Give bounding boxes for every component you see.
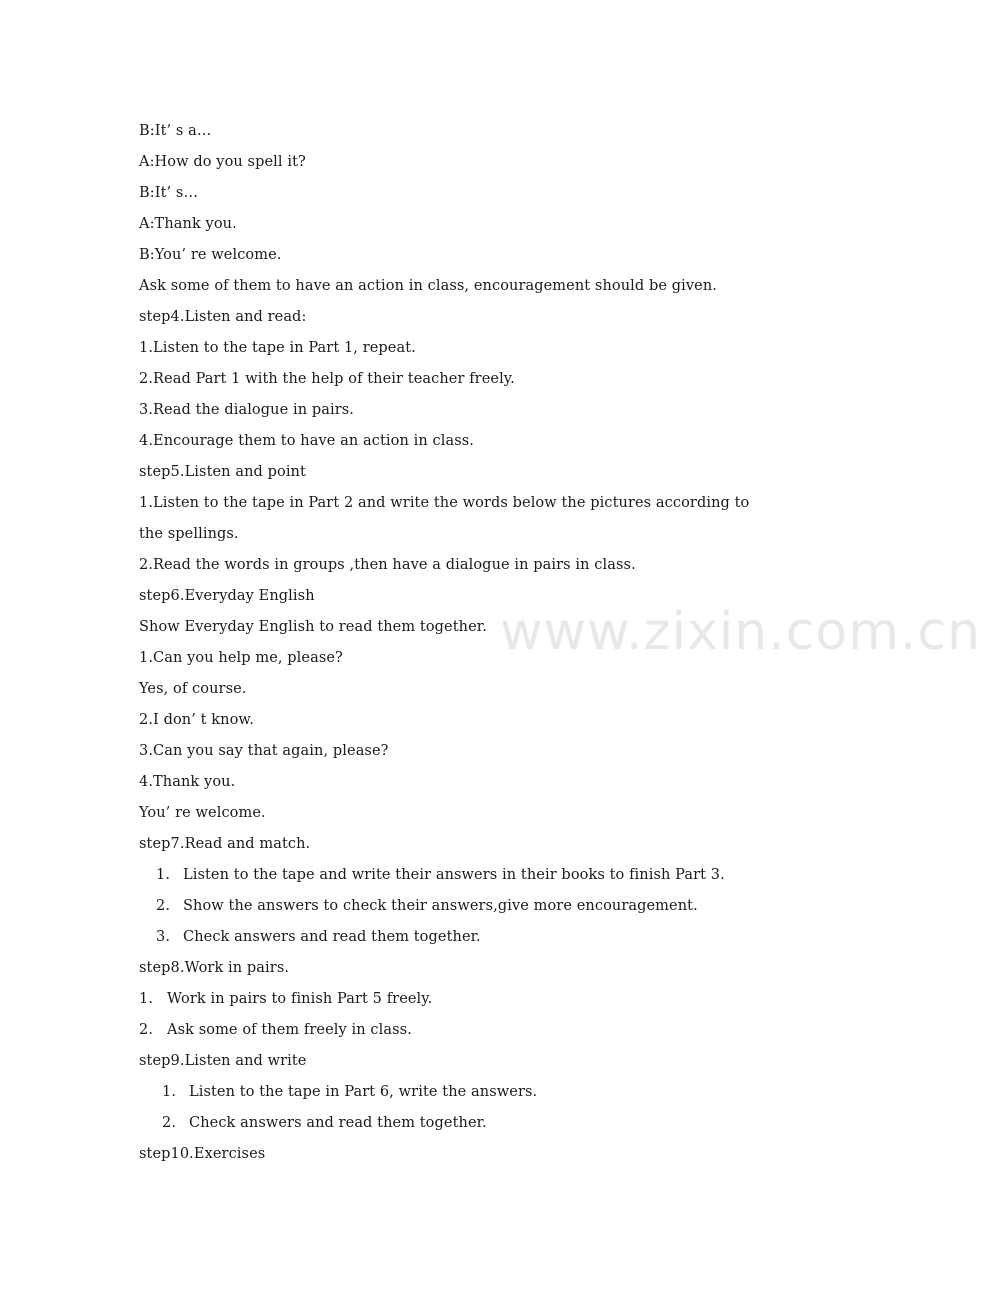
list-item: 3.Read the dialogue in pairs. xyxy=(139,402,354,418)
list-item: 1.Listen to the tape in Part 1, repeat. xyxy=(139,340,416,356)
list-item xyxy=(139,1108,799,1139)
step-heading: step7.Read and match. xyxy=(139,836,311,852)
list-item xyxy=(139,891,799,922)
step-heading: step6.Everyday English xyxy=(139,588,315,604)
list-item xyxy=(139,860,799,891)
list-number: 3. xyxy=(156,929,171,945)
dialogue-line: B:It’ s… xyxy=(139,185,199,201)
instruction-line: Show Everyday English to read them together. xyxy=(139,619,487,635)
step-heading: step9.Listen and write xyxy=(139,1053,307,1069)
step-heading: step4.Listen and read: xyxy=(139,309,307,325)
list-item: 1.Can you help me, please? xyxy=(139,650,343,666)
dialogue-line: B:You’ re welcome. xyxy=(139,247,282,263)
list-item xyxy=(139,1015,799,1046)
list-number: 2. xyxy=(156,898,171,914)
list-text: Listen to the tape in Part 6, write the answers. xyxy=(189,1084,538,1100)
list-item-continuation: the spellings. xyxy=(139,526,239,542)
instruction-line: Ask some of them to have an action in class, encouragement should be given. xyxy=(139,278,717,294)
document-body xyxy=(139,116,799,1170)
step-heading: step8.Work in pairs. xyxy=(139,960,290,976)
dialogue-line: B:It’ s a… xyxy=(139,123,212,139)
list-number: 1. xyxy=(139,991,154,1007)
list-item xyxy=(139,984,799,1015)
list-item: 1.Listen to the tape in Part 2 and write the words below the pictures according to xyxy=(139,495,750,511)
list-text: Show the answers to check their answers,give more encouragement. xyxy=(183,898,698,914)
list-item xyxy=(139,1077,799,1108)
dialogue-line: A:How do you spell it? xyxy=(139,154,306,170)
list-text: Work in pairs to finish Part 5 freely. xyxy=(167,991,433,1007)
watermark: www.zixin.com.cn xyxy=(500,602,981,662)
response-line: Yes, of course. xyxy=(139,681,247,697)
step-heading: step5.Listen and point xyxy=(139,464,306,480)
list-text: Check answers and read them together. xyxy=(189,1115,487,1131)
dialogue-line: A:Thank you. xyxy=(139,216,237,232)
list-text: Check answers and read them together. xyxy=(183,929,481,945)
response-line: You’ re welcome. xyxy=(139,805,266,821)
list-item: 4.Encourage them to have an action in class. xyxy=(139,433,475,449)
list-number: 2. xyxy=(162,1115,177,1131)
list-text: Ask some of them freely in class. xyxy=(167,1022,412,1038)
list-item xyxy=(139,922,799,953)
step-heading: step10.Exercises xyxy=(139,1146,266,1162)
list-item: 2.I don’ t know. xyxy=(139,712,254,728)
list-item: 2.Read Part 1 with the help of their teacher freely. xyxy=(139,371,515,387)
list-number: 2. xyxy=(139,1022,154,1038)
list-item: 3.Can you say that again, please? xyxy=(139,743,389,759)
list-item: 4.Thank you. xyxy=(139,774,236,790)
list-number: 1. xyxy=(156,867,171,883)
list-text: Listen to the tape and write their answers in their books to finish Part 3. xyxy=(183,867,725,883)
list-item: 2.Read the words in groups ,then have a dialogue in pairs in class. xyxy=(139,557,636,573)
list-number: 1. xyxy=(162,1084,177,1100)
